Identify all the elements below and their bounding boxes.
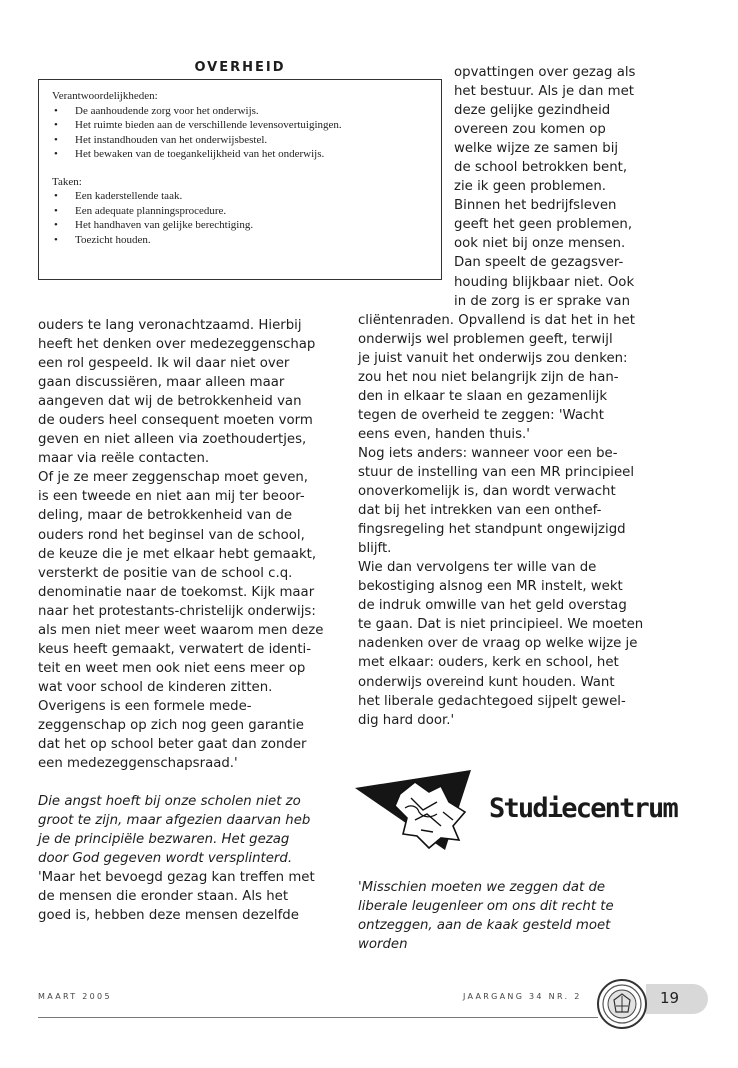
text-line: met elkaar: ouders, kerk en school, het (358, 655, 619, 671)
seal-icon (596, 978, 648, 1030)
text-line: stuur de instelling van een MR principieel (358, 464, 635, 480)
text-line: fingsregeling het standpunt ongewijzigd (358, 522, 626, 538)
text-line: de mensen die eronder staan. Als het (38, 889, 289, 905)
text-line: Die angst hoeft bij onze scholen niet zo (38, 794, 301, 810)
text-line: door God gegeven wordt versplinterd. (38, 851, 293, 867)
text-line: Dan speelt de gezagsver- (454, 255, 624, 271)
text-line: 'Maar het bevoegd gezag kan treffen met (38, 870, 315, 886)
text-line: onoverkomelijk is, dan wordt verwacht (358, 484, 616, 500)
text-line: opvattingen over gezag als (454, 65, 636, 80)
text-line: onderwijs wel problemen geeft, terwijl (358, 331, 613, 347)
list-item: • Het ruimte bieden aan de verschillende levensovertuigingen. (52, 118, 431, 133)
text-line: ontzeggen, aan de kaak gesteld moet (358, 918, 611, 934)
paragraph-italic (38, 792, 338, 868)
text-line: eens even, handen thuis.' (358, 426, 530, 442)
text-line: welke wijze ze samen bij (454, 141, 619, 157)
text-line: gaan discussiëren, maar alleen maar (38, 375, 285, 391)
text-line: overeen zou komen op (454, 122, 606, 138)
left-column (38, 316, 338, 925)
responsibilities-heading: Verantwoordelijkheden: (52, 90, 158, 102)
text-line: een rol gespeeld. Ik wil daar niet over (38, 356, 290, 372)
text-line: tegen de overheid te zeggen: 'Wacht (358, 407, 604, 423)
text-line: dat het op school beter gaat dan zonder (38, 737, 307, 753)
text-line: in de zorg is er sprake van (454, 293, 630, 309)
list-item: • Het instandhouden van het onderwijsbestel. (52, 133, 431, 148)
text-line: groot te zijn, maar afgezien daarvan heb (38, 813, 311, 829)
text-line: de keuze die je met elkaar hebt gemaakt, (38, 546, 317, 562)
text-line: naar het protestants-christelijk onderwijs: (38, 603, 316, 619)
text-line: den in elkaar te slaan en gezamenlijk (358, 388, 608, 404)
text-line: je de principiële bezwaren. Het gezag (38, 832, 290, 848)
studiecentrum-label: Studiecentrum (489, 793, 677, 824)
list-item: • Het handhaven van gelijke berechtiging. (52, 218, 431, 233)
text-line: dat bij het intrekken van een onthef- (358, 503, 602, 519)
paragraph (358, 63, 658, 444)
text-line: Nog iets anders: wanneer voor een be- (358, 445, 618, 461)
footer-date: MAART 2005 (38, 992, 112, 1001)
text-line: teit en weet men ook niet eens meer op (38, 660, 306, 676)
text-line: het bestuur. Als je dan met (454, 84, 635, 100)
text-line: goed is, hebben deze mensen dezelfde (38, 908, 299, 924)
page-number: 19 (660, 989, 680, 1007)
text-line: liberale leugenleer om ons dit recht te (358, 899, 614, 915)
text-line: aangeven dat wij de betrokkenheid van (38, 394, 302, 410)
text-line: dig hard door.' (358, 712, 455, 728)
text-line: de indruk omwille van het geld overstag (358, 598, 627, 614)
text-line: ouders te lang veronachtzaamd. Hierbij (38, 318, 302, 333)
footer-divider (38, 1017, 598, 1018)
text-line: zie ik geen problemen. (454, 179, 607, 195)
text-line: denominatie naar de toekomst. Kijk maar (38, 584, 315, 600)
paragraph (358, 558, 658, 729)
text-line: versterkt de positie van de school c.q. (38, 565, 293, 581)
footer-volume: JAARGANG 34 NR. 2 (463, 992, 582, 1001)
text-line: 'Misschien moeten we zeggen dat de (358, 880, 606, 895)
text-line: blijft. (358, 541, 392, 557)
list-item: • Een kaderstellende taak. (52, 189, 431, 204)
text-line: de ouders heel consequent moeten vorm (38, 413, 313, 429)
text-line: het liberale gedachtegoed sijpelt gewel- (358, 693, 626, 709)
paragraph (38, 468, 338, 773)
text-line: is een tweede en niet aan mij ter beoor- (38, 489, 305, 505)
text-line: Binnen het bedrijfsleven (454, 198, 617, 214)
text-line: geven en niet alleen via zoethoudertjes, (38, 432, 307, 448)
box-title: OVERHEID (194, 60, 286, 75)
paragraph (38, 868, 338, 925)
text-line: deze gelijke gezindheid (454, 103, 611, 119)
paragraph (358, 444, 658, 558)
text-line: maar via reële contacten. (38, 451, 210, 467)
text-line: deling, maar de betrokkenheid van de (38, 508, 293, 524)
text-line: als men niet meer weet waarom men deze (38, 622, 324, 638)
text-line: Wie dan vervolgens ter wille van de (358, 560, 597, 576)
text-line: houding blijkbaar niet. Ook (454, 274, 635, 290)
right-column (358, 63, 658, 730)
text-line: nadenken over de vraag op welke wijze je (358, 636, 638, 652)
text-line: onderwijs overeind kunt houden. Want (358, 674, 615, 690)
text-line: Of je ze meer zeggenschap moet geven, (38, 470, 309, 486)
text-line: zou het nou niet belangrijk zijn de han- (358, 369, 619, 385)
list-item: • Een adequate planningsprocedure. (52, 204, 431, 219)
text-line: heeft het denken over medezeggenschap (38, 337, 316, 353)
text-line: te gaan. Dat is niet principieel. We moeten (358, 617, 644, 633)
list-item: • Het bewaken van de toegankelijkheid van het onderwijs. (52, 147, 431, 162)
tasks-heading: Taken: (52, 175, 82, 188)
list-item: • Toezicht houden. (52, 233, 431, 248)
text-line: je juist vanuit het onderwijs zou denken: (358, 350, 628, 366)
text-line: bekostiging alsnog een MR instelt, wekt (358, 579, 623, 595)
text-line: zeggenschap op zich nog geen garantie (38, 717, 304, 733)
text-line: geeft het geen problemen, (454, 217, 633, 233)
text-line: Overigens is een formele mede- (38, 698, 252, 714)
paragraph (38, 316, 338, 468)
list-item: • De aanhoudende zorg voor het onderwijs. (52, 104, 431, 119)
text-line: ouders rond het beginsel van de school, (38, 527, 305, 543)
text-line: worden (358, 937, 408, 953)
text-line: de school betrokken bent, (454, 160, 628, 176)
pull-quote (358, 878, 658, 954)
text-line: wat voor school de kinderen zitten. (38, 679, 273, 695)
text-line: cliëntenraden. Opvallend is dat het in het (358, 312, 635, 328)
text-line: ook niet bij onze mensen. (454, 236, 626, 252)
text-line: een medezeggenschapsraad.' (38, 756, 238, 772)
text-line: keus heeft gemaakt, verwatert de identi- (38, 641, 312, 657)
